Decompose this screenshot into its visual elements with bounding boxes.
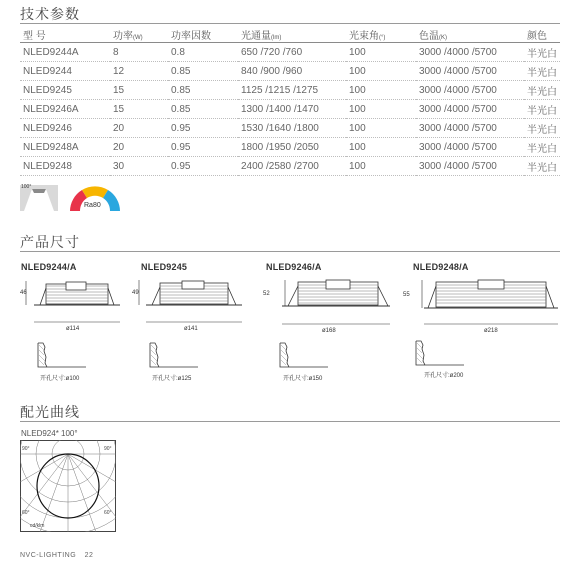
cell-beam: 100 <box>346 157 416 176</box>
col-header-power: 功率(W) <box>110 26 168 43</box>
col-header-beam-angle: 光束角(°) <box>346 26 416 43</box>
cell-flux: 1125 /1215 /1275 <box>238 81 346 100</box>
angle-label-left-90: 90° <box>22 446 30 452</box>
dimensions-section-title: 产品尺寸 <box>20 234 80 250</box>
cutout-drawing-9244 <box>36 341 86 369</box>
table-row <box>20 157 560 176</box>
cell-pf: 0.95 <box>168 157 238 176</box>
cell-power: 20 <box>110 138 168 157</box>
diameter-label-9246: ø168 <box>322 328 336 334</box>
cell-pf: 0.85 <box>168 100 238 119</box>
cell-color: 半光白 <box>524 62 560 81</box>
table-row <box>20 81 560 100</box>
height-label-9246: 52 <box>263 291 270 297</box>
diameter-label-9244: ø114 <box>66 326 80 332</box>
lamp-section-drawing-9245 <box>130 278 248 338</box>
spec-title-rule <box>20 23 560 24</box>
model-name-9245: NLED9245 <box>141 262 188 272</box>
cell-beam: 100 <box>346 81 416 100</box>
cell-model: NLED9244 <box>20 62 110 81</box>
lamp-section-drawing-9244 <box>20 278 130 338</box>
ra-index-icon <box>66 181 124 213</box>
cell-color: 半光白 <box>524 43 560 62</box>
cell-model: NLED9248A <box>20 138 110 157</box>
col-header-cct: 色温(K) <box>416 26 524 43</box>
cell-beam: 100 <box>346 138 416 157</box>
cell-cct: 3000 /4000 /5700 <box>416 119 524 138</box>
cell-flux: 2400 /2580 /2700 <box>238 157 346 176</box>
brand-name: NVC-LIGHTING <box>20 552 77 559</box>
cell-model: NLED9246 <box>20 119 110 138</box>
cell-model: NLED9245 <box>20 81 110 100</box>
cell-power: 8 <box>110 43 168 62</box>
photometric-title-rule <box>20 421 560 422</box>
cutout-drawing-9246 <box>278 341 328 369</box>
cell-model: NLED9246A <box>20 100 110 119</box>
cell-power: 12 <box>110 62 168 81</box>
cell-pf: 0.85 <box>168 81 238 100</box>
lamp-section-drawing-9246 <box>263 278 396 338</box>
cell-color: 半光白 <box>524 138 560 157</box>
cell-pf: 0.85 <box>168 62 238 81</box>
cell-pf: 0.8 <box>168 43 238 62</box>
height-label-9245: 49 <box>132 290 139 296</box>
height-label-9244: 46 <box>20 290 27 296</box>
col-header-color: 颜色 <box>524 26 560 43</box>
cell-model: NLED9244A <box>20 43 110 62</box>
spec-section-title: 技术参数 <box>20 6 80 22</box>
dimensions-title-rule <box>20 251 560 252</box>
height-label-9248: 55 <box>403 292 410 298</box>
photometric-label: NLED924* 100° <box>21 429 78 438</box>
cell-flux: 840 /900 /960 <box>238 62 346 81</box>
cell-pf: 0.95 <box>168 119 238 138</box>
beam-angle-icon <box>20 185 58 211</box>
cutout-label-9246: 开孔尺寸:ø150 <box>283 376 323 382</box>
cell-flux: 1530 /1640 /1800 <box>238 119 346 138</box>
photometric-section-title: 配光曲线 <box>20 404 80 420</box>
table-row <box>20 119 560 138</box>
cutout-drawing-9248 <box>414 339 464 367</box>
ra-label: Ra80 <box>84 202 101 209</box>
cutout-label-9245: 开孔尺寸:ø125 <box>152 376 192 382</box>
lamp-section-drawing-9248 <box>403 278 562 338</box>
model-name-9244: NLED9244/A <box>21 262 77 272</box>
page-footer <box>20 552 93 559</box>
cell-power: 15 <box>110 100 168 119</box>
angle-label-left-60: 60° <box>22 510 30 516</box>
cell-cct: 3000 /4000 /5700 <box>416 43 524 62</box>
cell-flux: 650 /720 /760 <box>238 43 346 62</box>
intensity-unit-label: cd/klm <box>30 523 45 529</box>
cutout-label-9248: 开孔尺寸:ø200 <box>424 373 464 379</box>
cell-flux: 1300 /1400 /1470 <box>238 100 346 119</box>
cell-model: NLED9248 <box>20 157 110 176</box>
col-header-flux: 光通量(lm) <box>238 26 346 43</box>
cell-beam: 100 <box>346 100 416 119</box>
diameter-label-9245: ø141 <box>184 326 198 332</box>
cutout-label-9244: 开孔尺寸:ø100 <box>40 376 80 382</box>
cutout-drawing-9245 <box>148 341 198 369</box>
table-row <box>20 138 560 157</box>
angle-label-right-60: 60° <box>104 510 112 516</box>
cell-cct: 3000 /4000 /5700 <box>416 138 524 157</box>
cell-power: 30 <box>110 157 168 176</box>
cell-color: 半光白 <box>524 157 560 176</box>
cell-flux: 1800 /1950 /2050 <box>238 138 346 157</box>
model-name-9246: NLED9246/A <box>266 262 322 272</box>
cell-power: 15 <box>110 81 168 100</box>
cell-power: 20 <box>110 119 168 138</box>
table-row <box>20 62 560 81</box>
cell-pf: 0.95 <box>168 138 238 157</box>
spec-table <box>20 26 560 176</box>
cell-cct: 3000 /4000 /5700 <box>416 100 524 119</box>
spec-header-row <box>20 26 560 43</box>
col-header-power-factor: 功率因数 <box>168 26 238 43</box>
model-name-9248: NLED9248/A <box>413 262 469 272</box>
cell-color: 半光白 <box>524 81 560 100</box>
beam-angle-label: 100° <box>21 184 32 190</box>
cell-color: 半光白 <box>524 119 560 138</box>
page-number: 22 <box>84 552 94 559</box>
table-row <box>20 100 560 119</box>
cell-cct: 3000 /4000 /5700 <box>416 81 524 100</box>
angle-label-right-90: 90° <box>104 446 112 452</box>
cell-color: 半光白 <box>524 100 560 119</box>
cell-beam: 100 <box>346 62 416 81</box>
cell-beam: 100 <box>346 43 416 62</box>
col-header-model: 型 号 <box>20 26 110 43</box>
table-row <box>20 43 560 62</box>
polar-light-distribution-diagram <box>20 440 116 532</box>
diameter-label-9248: ø218 <box>484 328 498 334</box>
cell-cct: 3000 /4000 /5700 <box>416 157 524 176</box>
cell-cct: 3000 /4000 /5700 <box>416 62 524 81</box>
cell-beam: 100 <box>346 119 416 138</box>
